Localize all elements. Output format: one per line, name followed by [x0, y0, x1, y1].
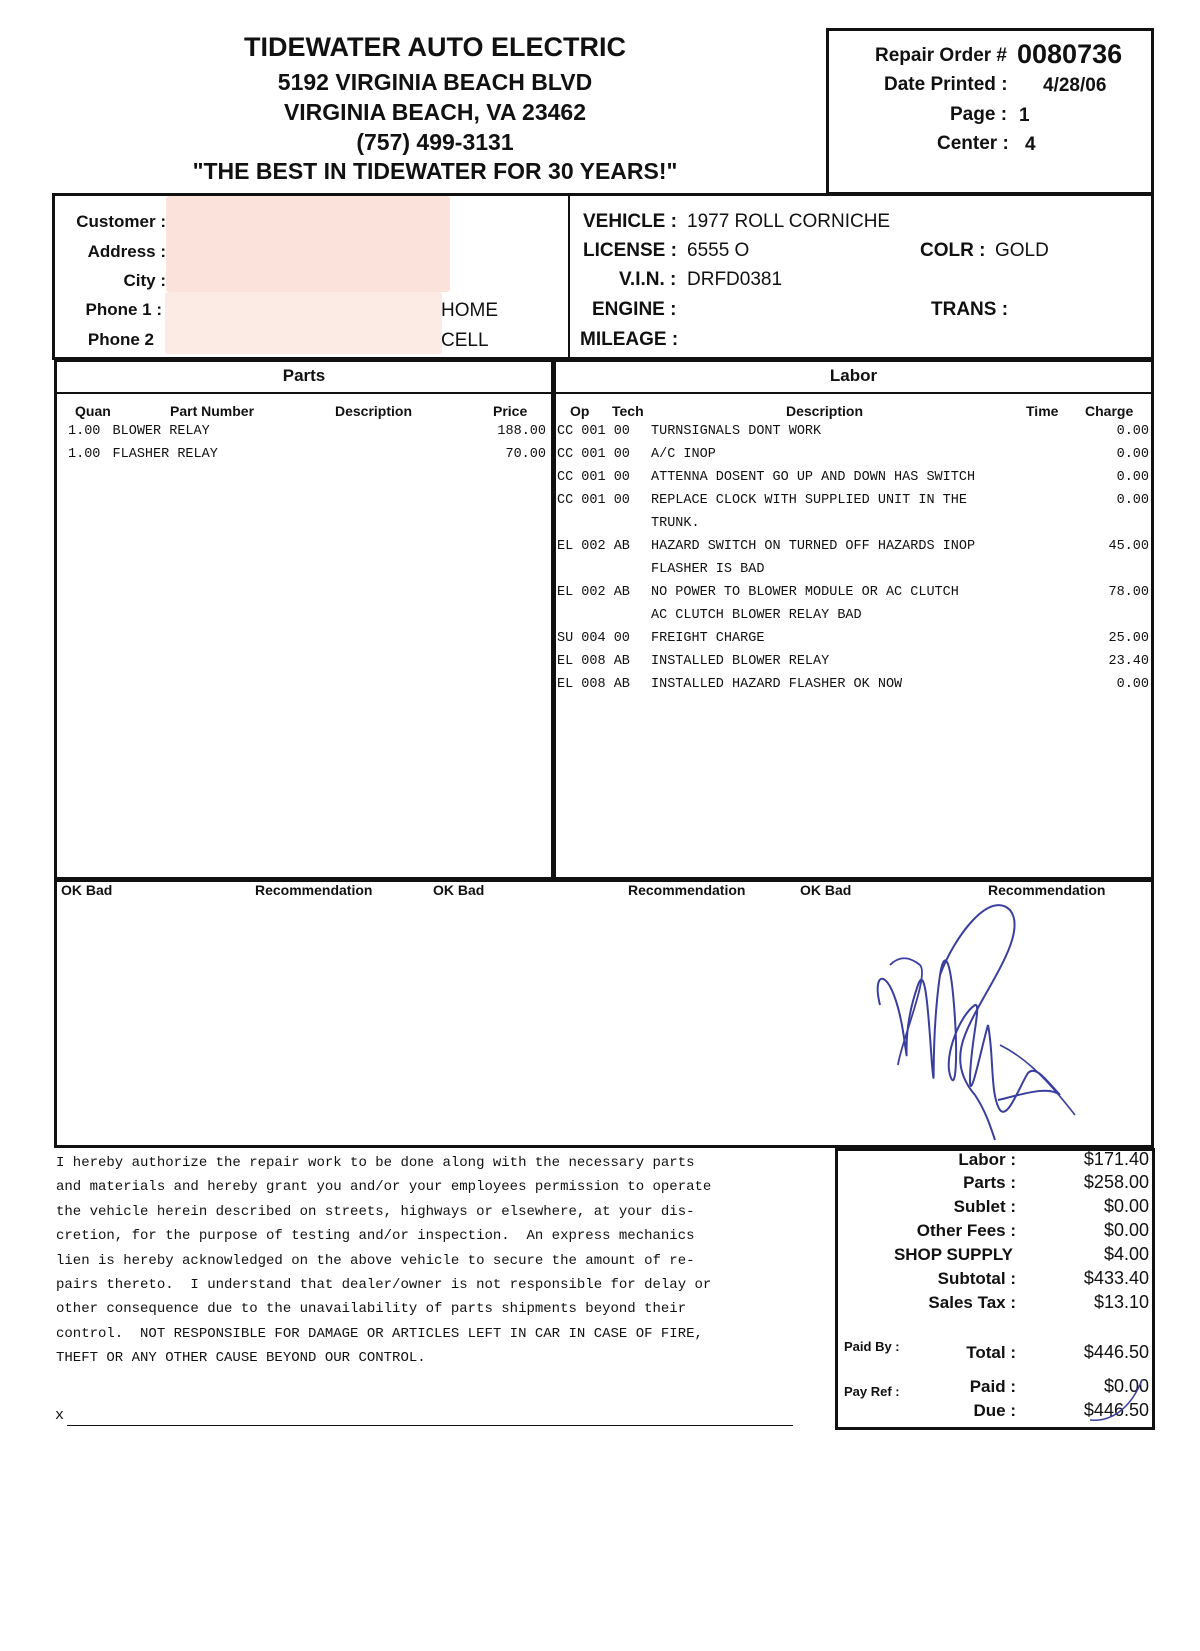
labor-row — [557, 558, 1149, 581]
labor-charge: 78.00 — [1108, 585, 1149, 600]
parts-title-divider — [54, 392, 554, 394]
parts-col-quan: Quan — [75, 403, 111, 419]
handwritten-signature — [870, 895, 1090, 1145]
date-printed-value: 4/28/06 — [1043, 75, 1107, 96]
signature-line[interactable] — [67, 1425, 793, 1426]
repair-order-label: Repair Order # — [875, 45, 1007, 66]
shop-name: TIDEWATER AUTO ELECTRIC — [244, 32, 626, 62]
labor-description: HAZARD SWITCH ON TURNED OFF HAZARDS INOP — [651, 539, 976, 554]
labor-row — [557, 650, 1149, 673]
subtotal-label: Subtotal : — [937, 1269, 1016, 1288]
labor-title-divider — [553, 392, 1154, 394]
rec-recommendation-2: Recommendation — [628, 882, 746, 898]
labor-row — [557, 535, 1149, 558]
labor-title: Labor — [829, 366, 878, 385]
labor-op-tech: CC 001 00 — [557, 470, 630, 485]
labor-op-tech: EL 008 AB — [557, 654, 630, 669]
labor-row — [557, 604, 1149, 627]
parts-title: Parts — [282, 366, 326, 385]
labor-total-label: Labor : — [958, 1150, 1016, 1169]
labor-op-tech: EL 008 AB — [557, 677, 630, 692]
labor-col-description: Description — [786, 403, 864, 419]
part-description: FLASHER RELAY — [112, 447, 218, 462]
total-value: $446.50 — [1083, 1342, 1149, 1362]
paid-value: $0.00 — [1103, 1376, 1149, 1396]
labor-row — [557, 443, 1149, 466]
labor-charge: 0.00 — [1116, 447, 1149, 462]
authorization-text: I hereby authorize the repair work to be done along with the necessary parts and materials and hereby grant you and/or your employees permission to operate the vehicle herein described on streets, highways or elsewhere, at your dis- cretion, for the purpose of testing and/or inspection. An express mechanics lien is hereby acknowledged on the above vehicle to secure the amount of re- pairs thereto. I understand that dealer/owner is not responsible for delay or other consequence due to the unavailability of parts shipments beyond their control. NOT RESPONSIBLE FOR DAMAGE OR ARTICLES LEFT IN CAR IN CASE OF FIRE, THEFT OR ANY OTHER CAUSE BEYOND OUR CONTROL. — [56, 1155, 712, 1367]
subtotal-value: $433.40 — [1083, 1268, 1149, 1288]
rec-ok-bad-1: OK Bad — [61, 882, 113, 898]
phone1-label: Phone 1 : — [85, 300, 162, 319]
labor-op-tech: SU 004 00 — [557, 631, 630, 646]
phone2-label: Phone 2 — [87, 330, 154, 349]
vehicle-label: VEHICLE : — [583, 211, 677, 232]
shop-city: VIRGINIA BEACH, VA 23462 — [283, 99, 587, 125]
center-label: Center : — [937, 133, 1009, 154]
part-price: 188.00 — [497, 424, 546, 439]
labor-row — [557, 581, 1149, 604]
labor-total-value: $171.40 — [1083, 1149, 1149, 1169]
redacted-phone-info — [165, 292, 442, 354]
signature-x: x — [55, 1407, 65, 1424]
part-quan: 1.00 — [68, 424, 101, 439]
labor-col-tech: Tech — [612, 403, 644, 419]
total-label: Total : — [966, 1343, 1016, 1362]
page-label: Page : — [950, 104, 1008, 125]
address-label: Address : — [87, 242, 166, 261]
labor-row — [557, 673, 1149, 696]
labor-col-charge: Charge — [1085, 403, 1134, 419]
labor-charge: 0.00 — [1116, 493, 1149, 508]
labor-description: INSTALLED BLOWER RELAY — [651, 654, 830, 669]
labor-description: FLASHER IS BAD — [651, 562, 765, 577]
phone1-type: HOME — [441, 300, 498, 321]
shop-slogan: "THE BEST IN TIDEWATER FOR 30 YEARS!" — [192, 158, 678, 184]
color-value: GOLD — [995, 240, 1049, 261]
due-value: $446.50 — [1083, 1400, 1149, 1420]
sublet-value: $0.00 — [1103, 1196, 1149, 1216]
customer-vehicle-divider — [568, 193, 570, 360]
part-quan: 1.00 — [68, 447, 101, 462]
shop-supply-value: $4.00 — [1103, 1244, 1149, 1264]
shop-address: 5192 VIRGINIA BEACH BLVD — [277, 69, 593, 95]
rec-ok-bad-3: OK Bad — [800, 882, 852, 898]
labor-description: AC CLUTCH BLOWER RELAY BAD — [651, 608, 862, 623]
labor-charge: 0.00 — [1116, 424, 1149, 439]
labor-description: NO POWER TO BLOWER MODULE OR AC CLUTCH — [651, 585, 959, 600]
parts-row — [68, 420, 546, 443]
paid-by-label: Paid By : — [844, 1339, 900, 1354]
shop-phone: (757) 499-3131 — [356, 129, 514, 155]
labor-row — [557, 420, 1149, 443]
sales-tax-label: Sales Tax : — [928, 1293, 1016, 1312]
labor-description: INSTALLED HAZARD FLASHER OK NOW — [651, 677, 903, 692]
due-label: Due : — [973, 1401, 1016, 1420]
engine-label: ENGINE : — [592, 299, 677, 320]
labor-charge: 0.00 — [1116, 677, 1149, 692]
labor-charge: 25.00 — [1108, 631, 1149, 646]
customer-section — [55, 196, 567, 356]
redacted-customer-info — [166, 196, 450, 292]
vehicle-section — [572, 196, 1150, 356]
labor-op-tech: CC 001 00 — [557, 447, 630, 462]
customer-label: Customer : — [76, 212, 166, 231]
parts-total-label: Parts : — [963, 1173, 1016, 1192]
license-value: 6555 O — [687, 240, 750, 261]
labor-op-tech: EL 002 AB — [557, 585, 630, 600]
labor-description: A/C INOP — [651, 447, 716, 462]
shop-header — [85, 32, 785, 192]
repair-order-box — [826, 28, 1154, 195]
pay-ref-label: Pay Ref : — [844, 1384, 900, 1399]
labor-charge: 23.40 — [1108, 654, 1149, 669]
repair-order-number: 0080736 — [1017, 39, 1123, 69]
center-value: 4 — [1025, 134, 1036, 155]
license-label: LICENSE : — [583, 240, 677, 261]
part-description: BLOWER RELAY — [112, 424, 210, 439]
labor-op-tech: CC 001 00 — [557, 424, 630, 439]
parts-row — [68, 443, 546, 466]
sublet-label: Sublet : — [953, 1197, 1016, 1216]
labor-col-op: Op — [570, 403, 590, 419]
labor-description: ATTENNA DOSENT GO UP AND DOWN HAS SWITCH — [651, 470, 976, 485]
date-printed-label: Date Printed : — [884, 74, 1008, 95]
shop-supply-label: SHOP SUPPLY — [893, 1245, 1013, 1264]
trans-label: TRANS : — [931, 299, 1009, 320]
labor-row — [557, 489, 1149, 512]
vin-value: DRFD0381 — [687, 269, 783, 290]
city-label: City : — [123, 271, 166, 290]
parts-col-description: Description — [335, 403, 413, 419]
color-label: COLR : — [920, 240, 986, 261]
rec-ok-bad-2: OK Bad — [433, 882, 485, 898]
labor-op-tech: CC 001 00 — [557, 493, 630, 508]
labor-row — [557, 466, 1149, 489]
labor-charge: 0.00 — [1116, 470, 1149, 485]
parts-col-part-number: Part Number — [170, 403, 255, 419]
labor-row — [557, 512, 1149, 535]
vehicle-value: 1977 ROLL CORNICHE — [687, 211, 891, 232]
labor-charge: 45.00 — [1108, 539, 1149, 554]
vin-label: V.I.N. : — [619, 269, 677, 290]
sales-tax-value: $13.10 — [1093, 1292, 1149, 1312]
labor-description: TRUNK. — [651, 516, 700, 531]
labor-row — [557, 627, 1149, 650]
labor-op-tech: EL 002 AB — [557, 539, 630, 554]
rec-recommendation-3: Recommendation — [988, 882, 1106, 898]
phone2-type: CELL — [441, 330, 489, 351]
totals-signature-stroke — [1080, 1360, 1150, 1430]
mileage-label: MILEAGE : — [580, 329, 679, 350]
labor-description: REPLACE CLOCK WITH SUPPLIED UNIT IN THE — [651, 493, 967, 508]
page-value: 1 — [1019, 105, 1030, 126]
parts-col-price: Price — [493, 403, 528, 419]
rec-recommendation-1: Recommendation — [255, 882, 373, 898]
other-fees-value: $0.00 — [1103, 1220, 1149, 1240]
parts-total-value: $258.00 — [1083, 1172, 1149, 1192]
labor-description: TURNSIGNALS DONT WORK — [651, 424, 822, 439]
paid-label: Paid : — [969, 1377, 1016, 1396]
labor-col-time: Time — [1026, 403, 1059, 419]
labor-description: FREIGHT CHARGE — [651, 631, 765, 646]
part-price: 70.00 — [505, 447, 546, 462]
other-fees-label: Other Fees : — [916, 1221, 1016, 1240]
